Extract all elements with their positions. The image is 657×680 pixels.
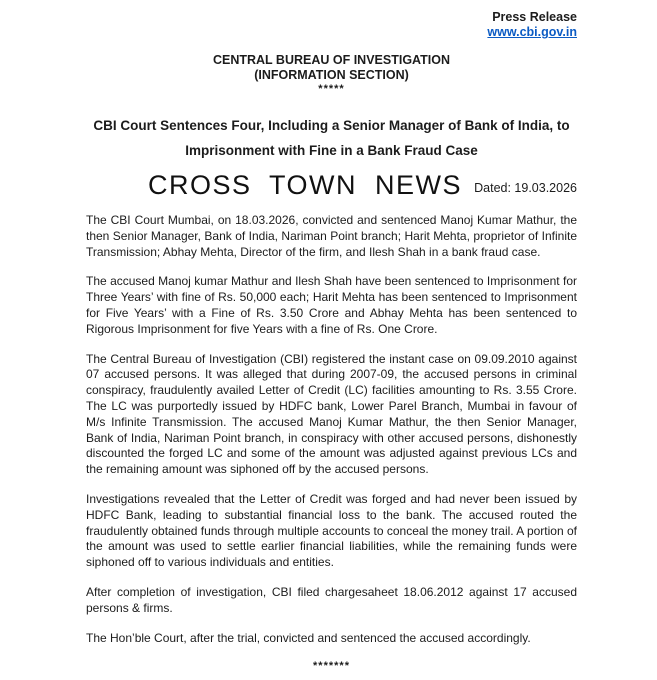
header-separator: ***** — [318, 83, 345, 95]
org-section: (INFORMATION SECTION) — [254, 68, 409, 82]
press-release-label: Press Release — [492, 10, 577, 24]
article-body — [86, 213, 577, 672]
dated-label: Dated: 19.03.2026 — [474, 181, 577, 195]
paragraph: The Hon’ble Court, after the trial, convicted and sentenced the accused accordingly. — [86, 630, 531, 645]
paragraph: Investigations revealed that the Letter of Credit was forged and had never been issued by HDFC Bank, leading to substantial financial loss to the bank. The accused routed the fraudulently obtained funds through multiple accounts to conceal the money trail. A portion of the amount was used to settle earlier financial liabilities, while the remaining funds were siphoned off to various individuals and entities. — [86, 491, 577, 570]
paragraph: The Central Bureau of Investigation (CBI) registered the instant case on 09.09.2010 against 07 accused persons. It was alleged that during 2007-09, the accused persons in criminal conspiracy, fraudulently availed Letter of Credit (LC) facilities amounting to Rs. 3.55 Crore. The LC was purportedly issued by HDFC bank, Lower Parel Branch, Mumbai in favour of M/s Infinite Transmission. The accused Manoj Kumar Mathur, the then Senior Manager, Bank of India, Nariman Point branch, in conspiracy with other accused persons, dishonestly discounted the forged LC and some of the amount was adjusted against previous LCs and the remaining amount was siphoned off by the accused persons. — [86, 351, 577, 477]
paragraph: After completion of investigation, CBI filed chargesaheet 18.06.2012 against 17 accused persons & firms. — [86, 584, 577, 615]
org-header — [86, 53, 577, 96]
website-link[interactable]: www.cbi.gov.in — [487, 25, 577, 39]
page-title: CBI Court Sentences Four, Including a Senior Manager of Bank of India, to Imprisonment with Fine in a Bank Fraud Case — [93, 118, 570, 158]
paragraph: The accused Manoj kumar Mathur and Ilesh Shah have been sentenced to Imprisonment for Three Years’ with fine of Rs. 50,000 each; Harit Mehta has been sentenced to Imprisonment for Five Years’ with a Fine of Rs. 3.50 Crore and Abhay Mehta has been sentenced to Rigorous Imprisonment for five Years with a fine of Rs. One Crore. — [86, 274, 577, 336]
masthead-title: CROSS TOWN NEWS — [148, 170, 463, 200]
end-separator: ******* — [313, 660, 350, 673]
document-header-right — [86, 10, 577, 40]
org-name: CENTRAL BUREAU OF INVESTIGATION — [212, 53, 451, 67]
paragraph: The CBI Court Mumbai, on 18.03.2026, convicted and sentenced Manoj Kumar Mathur, the then Senior Manager, Bank of India, Nariman Point branch; Harit Mehta, proprietor of Infinite Transmission; Abhay Mehta, Director of the firm, and Ilesh Shah in a bank fraud case. — [86, 213, 577, 259]
masthead — [86, 170, 577, 200]
